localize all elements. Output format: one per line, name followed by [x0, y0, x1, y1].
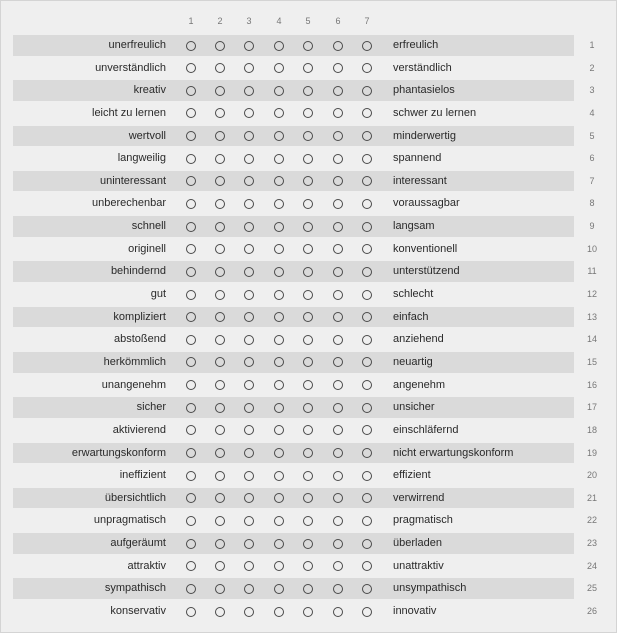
item-number: 14 — [586, 334, 597, 345]
radio-option-5[interactable] — [303, 267, 313, 277]
right-anchor-label: angenehm — [393, 378, 445, 391]
item-row — [1, 79, 616, 102]
item-row — [1, 238, 616, 261]
radio-option-4[interactable] — [274, 154, 284, 164]
item-number: 18 — [586, 424, 597, 435]
radio-option-2[interactable] — [215, 335, 225, 345]
right-anchor-label: unattraktiv — [393, 559, 444, 572]
item-row — [1, 351, 616, 374]
radio-option-5[interactable] — [303, 471, 313, 481]
item-row — [1, 328, 616, 351]
radio-option-7[interactable] — [362, 471, 372, 481]
radio-option-7[interactable] — [362, 607, 372, 617]
radio-option-2[interactable] — [215, 448, 225, 458]
right-anchor-label: einschläfernd — [393, 423, 459, 436]
radio-option-4[interactable] — [274, 86, 284, 96]
radio-option-3[interactable] — [244, 222, 254, 232]
item-number: 21 — [586, 492, 597, 503]
right-anchor-label: erfreulich — [393, 39, 439, 51]
radio-option-6[interactable] — [333, 584, 343, 594]
radio-option-6[interactable] — [333, 86, 343, 96]
row-background — [13, 488, 574, 509]
radio-option-5[interactable] — [303, 131, 313, 141]
radio-option-5[interactable] — [303, 539, 313, 549]
radio-option-6[interactable] — [333, 154, 343, 164]
item-row — [1, 442, 616, 465]
scale-number-1: 1 — [188, 16, 194, 26]
radio-option-3[interactable] — [244, 403, 254, 413]
item-number: 25 — [586, 583, 597, 594]
radio-option-1[interactable] — [186, 403, 196, 413]
item-number: 10 — [586, 243, 597, 254]
row-background — [13, 420, 574, 441]
radio-option-3[interactable] — [244, 448, 254, 458]
radio-option-6[interactable] — [333, 448, 343, 458]
radio-option-6[interactable] — [333, 267, 343, 277]
right-anchor-label: unsicher — [393, 401, 435, 414]
radio-option-1[interactable] — [186, 471, 196, 481]
radio-option-1[interactable] — [186, 448, 196, 458]
item-row — [1, 102, 616, 125]
item-number: 17 — [586, 402, 597, 413]
radio-option-2[interactable] — [215, 471, 225, 481]
item-number: 11 — [587, 266, 597, 277]
left-anchor-label: unberechenbar — [91, 197, 166, 210]
radio-option-3[interactable] — [244, 516, 254, 526]
row-background — [13, 329, 574, 350]
radio-option-5[interactable] — [303, 516, 313, 526]
radio-option-6[interactable] — [333, 290, 343, 300]
radio-option-5[interactable] — [303, 335, 313, 345]
radio-option-3[interactable] — [244, 584, 254, 594]
radio-option-6[interactable] — [333, 471, 343, 481]
row-background — [13, 171, 574, 192]
item-number: 22 — [586, 515, 597, 526]
radio-option-2[interactable] — [215, 199, 225, 209]
radio-option-2[interactable] — [215, 86, 225, 96]
left-anchor-label: aktivierend — [112, 423, 166, 436]
scale-header — [1, 16, 616, 30]
left-anchor-label: unerfreulich — [108, 39, 166, 51]
radio-option-1[interactable] — [186, 516, 196, 526]
left-anchor-label: kompliziert — [113, 310, 166, 323]
radio-option-3[interactable] — [244, 41, 254, 51]
left-anchor-label: gut — [150, 288, 166, 301]
radio-option-4[interactable] — [274, 539, 284, 549]
right-anchor-label: anziehend — [393, 333, 444, 346]
radio-option-7[interactable] — [362, 403, 372, 413]
radio-option-1[interactable] — [186, 607, 196, 617]
right-anchor-label: interessant — [393, 174, 447, 187]
right-anchor-label: voraussagbar — [393, 197, 460, 210]
item-number: 23 — [586, 538, 597, 549]
item-row — [1, 260, 616, 283]
right-anchor-label: neuartig — [393, 355, 433, 368]
left-anchor-label: attraktiv — [127, 559, 166, 572]
right-anchor-label: verwirrend — [393, 491, 445, 504]
radio-option-6[interactable] — [333, 516, 343, 526]
radio-option-2[interactable] — [215, 131, 225, 141]
item-row — [1, 34, 616, 57]
item-number: 3 — [589, 85, 595, 96]
radio-option-2[interactable] — [215, 267, 225, 277]
radio-option-6[interactable] — [333, 335, 343, 345]
left-anchor-label: uninteressant — [99, 174, 166, 187]
radio-option-6[interactable] — [333, 131, 343, 141]
right-anchor-label: unterstützend — [393, 265, 460, 278]
left-anchor-label: erwartungskonform — [71, 446, 166, 459]
right-anchor-label: pragmatisch — [393, 514, 453, 527]
right-anchor-label: langsam — [393, 220, 435, 233]
left-anchor-label: konservativ — [110, 605, 166, 618]
left-anchor-label: aufgeräumt — [110, 537, 166, 550]
radio-option-4[interactable] — [274, 131, 284, 141]
radio-option-2[interactable] — [215, 403, 225, 413]
radio-option-2[interactable] — [215, 41, 225, 51]
right-anchor-label: schlecht — [393, 288, 434, 301]
row-background — [13, 556, 574, 577]
radio-option-2[interactable] — [215, 607, 225, 617]
radio-option-1[interactable] — [186, 41, 196, 51]
radio-option-5[interactable] — [303, 290, 313, 300]
left-anchor-label: unverständlich — [95, 61, 166, 74]
scale-number-6: 6 — [335, 16, 341, 26]
row-background — [13, 578, 574, 599]
radio-option-2[interactable] — [215, 222, 225, 232]
radio-option-3[interactable] — [244, 154, 254, 164]
left-anchor-label: unangenehm — [101, 378, 166, 391]
item-row — [1, 600, 616, 623]
radio-option-5[interactable] — [303, 448, 313, 458]
item-number: 20 — [586, 470, 597, 481]
right-anchor-label: effizient — [393, 469, 431, 482]
right-anchor-label: minderwertig — [393, 129, 456, 142]
radio-option-3[interactable] — [244, 607, 254, 617]
row-background — [13, 465, 574, 486]
scale-number-4: 4 — [276, 16, 282, 26]
radio-option-6[interactable] — [333, 403, 343, 413]
item-row — [1, 509, 616, 532]
item-number: 19 — [586, 447, 597, 458]
item-number: 5 — [589, 130, 595, 141]
right-anchor-label: spannend — [393, 152, 442, 165]
item-row — [1, 487, 616, 510]
left-anchor-label: wertvoll — [128, 129, 166, 142]
row-background — [13, 239, 574, 260]
radio-option-3[interactable] — [244, 199, 254, 209]
radio-option-2[interactable] — [215, 290, 225, 300]
radio-option-7[interactable] — [362, 584, 372, 594]
row-background — [13, 307, 574, 328]
radio-option-4[interactable] — [274, 607, 284, 617]
item-number: 8 — [589, 198, 595, 209]
item-number: 12 — [586, 289, 597, 300]
item-row — [1, 396, 616, 419]
item-row — [1, 147, 616, 170]
left-anchor-label: originell — [128, 242, 166, 255]
radio-option-7[interactable] — [362, 199, 372, 209]
item-number: 13 — [586, 311, 597, 322]
item-row — [1, 192, 616, 215]
radio-option-2[interactable] — [215, 584, 225, 594]
radio-option-1[interactable] — [186, 539, 196, 549]
left-anchor-label: unpragmatisch — [93, 514, 166, 527]
radio-option-7[interactable] — [362, 290, 372, 300]
radio-option-7[interactable] — [362, 448, 372, 458]
item-number: 1 — [589, 40, 595, 50]
radio-option-5[interactable] — [303, 584, 313, 594]
radio-option-5[interactable] — [303, 199, 313, 209]
item-row — [1, 577, 616, 600]
item-number: 6 — [589, 153, 595, 164]
scale-number-5: 5 — [305, 16, 311, 26]
row-background — [13, 216, 574, 237]
item-list — [1, 34, 616, 623]
left-anchor-label: sympathisch — [104, 582, 166, 595]
radio-option-5[interactable] — [303, 403, 313, 413]
radio-option-2[interactable] — [215, 516, 225, 526]
item-row — [1, 464, 616, 487]
radio-option-3[interactable] — [244, 290, 254, 300]
item-row — [1, 215, 616, 238]
radio-option-1[interactable] — [186, 584, 196, 594]
radio-option-4[interactable] — [274, 290, 284, 300]
right-anchor-label: verständlich — [393, 61, 452, 74]
radio-option-6[interactable] — [333, 222, 343, 232]
item-number: 9 — [589, 221, 595, 232]
radio-option-4[interactable] — [274, 335, 284, 345]
item-number: 15 — [586, 356, 597, 367]
left-anchor-label: leicht zu lernen — [92, 106, 166, 119]
row-background — [13, 601, 574, 622]
radio-option-2[interactable] — [215, 154, 225, 164]
right-anchor-label: konventionell — [393, 242, 458, 255]
radio-option-7[interactable] — [362, 131, 372, 141]
right-anchor-label: unsympathisch — [393, 582, 467, 595]
row-background — [13, 126, 574, 147]
left-anchor-label: übersichtlich — [104, 491, 166, 504]
item-row — [1, 419, 616, 442]
row-background — [13, 148, 574, 169]
left-anchor-label: behindernd — [110, 265, 166, 278]
row-background — [13, 80, 574, 101]
scale-number-2: 2 — [217, 16, 223, 26]
radio-option-3[interactable] — [244, 86, 254, 96]
left-anchor-label: langweilig — [117, 152, 166, 165]
row-background — [13, 35, 574, 56]
radio-option-7[interactable] — [362, 154, 372, 164]
item-row — [1, 374, 616, 397]
radio-option-2[interactable] — [215, 539, 225, 549]
scale-number-7: 7 — [364, 16, 370, 26]
radio-option-4[interactable] — [274, 41, 284, 51]
radio-option-6[interactable] — [333, 199, 343, 209]
radio-option-5[interactable] — [303, 607, 313, 617]
right-anchor-label: innovativ — [393, 605, 437, 618]
left-anchor-label: abstoßend — [114, 333, 166, 346]
row-background — [13, 261, 574, 282]
item-row — [1, 306, 616, 329]
radio-option-7[interactable] — [362, 335, 372, 345]
radio-option-1[interactable] — [186, 86, 196, 96]
radio-option-3[interactable] — [244, 335, 254, 345]
radio-option-6[interactable] — [333, 41, 343, 51]
radio-option-5[interactable] — [303, 222, 313, 232]
radio-option-3[interactable] — [244, 267, 254, 277]
radio-option-1[interactable] — [186, 199, 196, 209]
radio-option-6[interactable] — [333, 539, 343, 549]
radio-option-1[interactable] — [186, 131, 196, 141]
radio-option-4[interactable] — [274, 403, 284, 413]
item-number: 2 — [589, 62, 595, 73]
radio-option-4[interactable] — [274, 222, 284, 232]
left-anchor-label: kreativ — [133, 84, 166, 97]
radio-option-7[interactable] — [362, 267, 372, 277]
radio-option-1[interactable] — [186, 290, 196, 300]
radio-option-4[interactable] — [274, 448, 284, 458]
radio-option-5[interactable] — [303, 41, 313, 51]
left-anchor-label: sicher — [136, 401, 166, 414]
left-anchor-label: herkömmlich — [103, 355, 166, 368]
item-row — [1, 57, 616, 80]
radio-option-7[interactable] — [362, 222, 372, 232]
row-background — [13, 284, 574, 305]
radio-option-4[interactable] — [274, 199, 284, 209]
radio-option-3[interactable] — [244, 131, 254, 141]
radio-option-7[interactable] — [362, 41, 372, 51]
item-number: 26 — [586, 606, 597, 617]
right-anchor-label: schwer zu lernen — [393, 106, 477, 119]
row-background — [13, 397, 574, 418]
radio-option-3[interactable] — [244, 539, 254, 549]
item-row — [1, 555, 616, 578]
right-anchor-label: einfach — [393, 310, 429, 323]
radio-option-7[interactable] — [362, 86, 372, 96]
radio-option-4[interactable] — [274, 584, 284, 594]
radio-option-1[interactable] — [186, 335, 196, 345]
radio-option-1[interactable] — [186, 267, 196, 277]
item-row — [1, 532, 616, 555]
item-number: 16 — [586, 379, 597, 390]
item-row — [1, 125, 616, 148]
row-background — [13, 352, 574, 373]
item-row — [1, 283, 616, 306]
item-number: 7 — [589, 175, 595, 186]
right-anchor-label: nicht erwartungskonform — [393, 446, 514, 459]
left-anchor-label: schnell — [131, 220, 166, 233]
right-anchor-label: überladen — [393, 537, 442, 550]
radio-option-1[interactable] — [186, 222, 196, 232]
radio-option-7[interactable] — [362, 539, 372, 549]
radio-option-3[interactable] — [244, 471, 254, 481]
left-anchor-label: ineffizient — [119, 469, 166, 482]
item-number: 4 — [589, 107, 595, 118]
radio-option-5[interactable] — [303, 154, 313, 164]
right-anchor-label: phantasielos — [393, 84, 455, 97]
radio-option-4[interactable] — [274, 471, 284, 481]
item-row — [1, 170, 616, 193]
item-number: 24 — [586, 560, 597, 571]
radio-option-4[interactable] — [274, 267, 284, 277]
radio-option-6[interactable] — [333, 607, 343, 617]
radio-option-7[interactable] — [362, 516, 372, 526]
radio-option-5[interactable] — [303, 86, 313, 96]
scale-number-3: 3 — [246, 16, 252, 26]
row-background — [13, 375, 574, 396]
radio-option-4[interactable] — [274, 516, 284, 526]
row-background — [13, 533, 574, 554]
radio-option-1[interactable] — [186, 154, 196, 164]
